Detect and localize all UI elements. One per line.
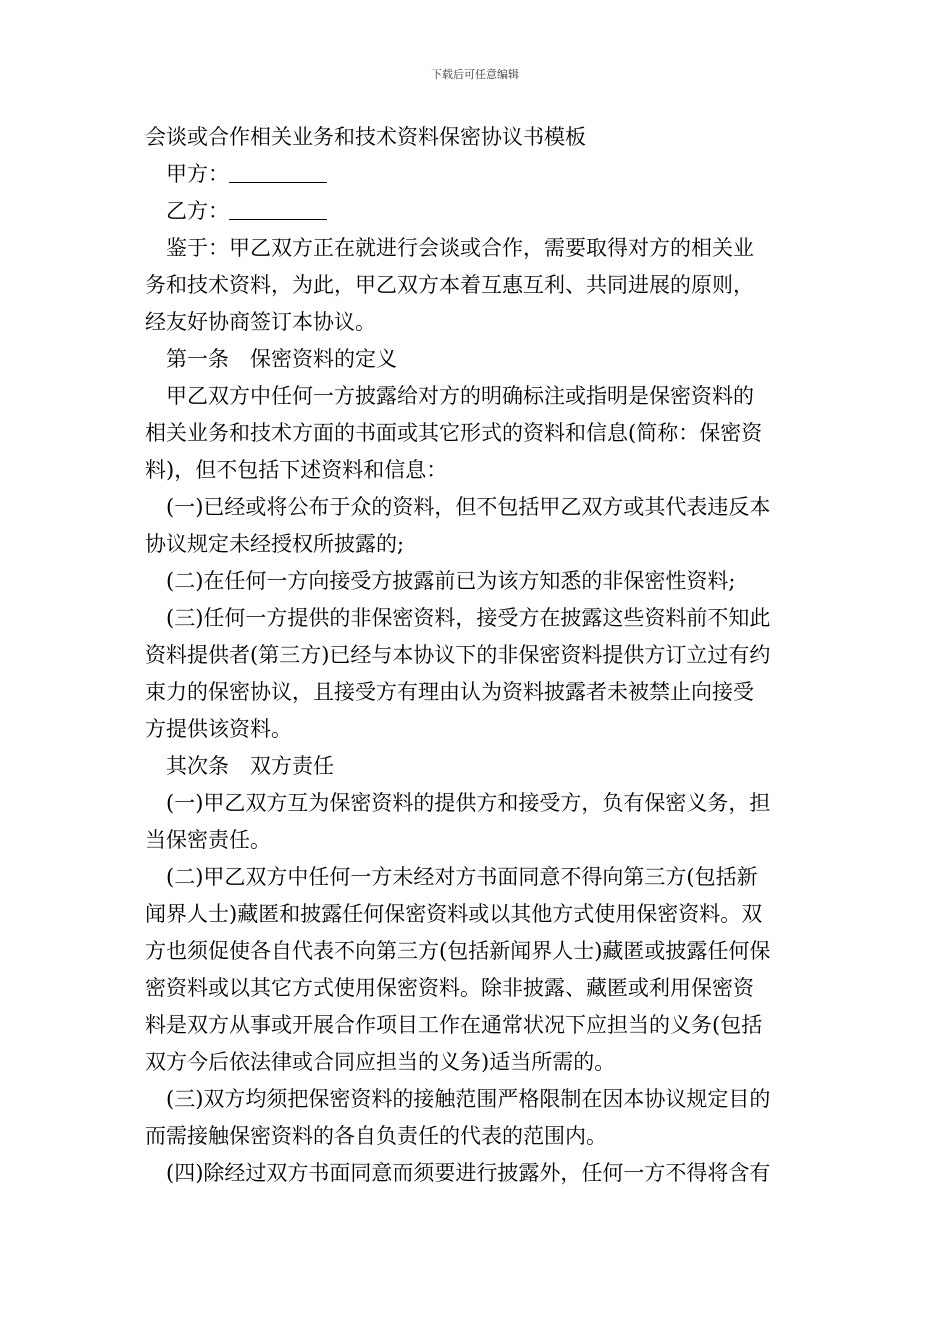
paragraph	[145, 230, 807, 341]
paragraphs	[145, 230, 807, 1192]
party-b-blank	[229, 197, 327, 220]
paragraph-line: (三)双方均须把保密资料的接触范围严格限制在因本协议规定目的	[166, 1087, 771, 1111]
paragraph	[145, 1081, 807, 1155]
paragraph-line: 料是双方从事或开展合作项目工作在通常状况下应担当的义务(包括	[145, 1013, 763, 1037]
paragraph-line: 务和技术资料，为此，甲乙双方本着互惠互利、共同进展的原则，	[145, 273, 754, 297]
paragraph-line: 资料提供者(第三方)已经与本协议下的非保密资料提供方订立过有约	[145, 643, 771, 667]
paragraph-line: 料)，但不包括下述资料和信息：	[145, 458, 448, 482]
paragraph-line: 鉴于：甲乙双方正在就进行会谈或合作，需要取得对方的相关业	[166, 236, 754, 260]
paragraph-line: 闻界人士)藏匿和披露任何保密资料或以其他方式使用保密资料。双	[145, 902, 763, 926]
paragraph-line: (四)除经过双方书面同意而须要进行披露外，任何一方不得将含有	[166, 1161, 771, 1185]
paragraph	[145, 600, 807, 748]
party-b-line	[145, 193, 807, 230]
paragraph-line: 方也须促使各自代表不向第三方(包括新闻界人士)藏匿或披露任何保	[145, 939, 771, 963]
paragraph	[145, 748, 807, 785]
paragraph-line: 密资料或以其它方式使用保密资料。除非披露、藏匿或利用保密资	[145, 976, 754, 1000]
document-title: 会谈或合作相关业务和技术资料保密协议书模板	[145, 125, 586, 149]
party-a-label: 甲方：	[166, 162, 229, 186]
paragraph	[145, 1155, 807, 1192]
party-a-line	[145, 156, 807, 193]
header-note: 下载后可任意编辑	[431, 68, 519, 81]
paragraph	[145, 785, 807, 859]
paragraph-line: 而需接触保密资料的各自负责任的代表的范围内。	[145, 1124, 607, 1148]
paragraph	[145, 489, 807, 563]
paragraph-line: (三)任何一方提供的非保密资料，接受方在披露这些资料前不知此	[166, 606, 771, 630]
paragraph-line: 其次条 双方责任	[166, 754, 334, 778]
party-b-label: 乙方：	[166, 199, 229, 223]
paragraph	[145, 341, 807, 378]
paragraph	[145, 378, 807, 489]
paragraph-line: 当保密责任。	[145, 828, 271, 852]
paragraph-line: (一)已经或将公布于众的资料，但不包括甲乙双方或其代表违反本	[166, 495, 771, 519]
paragraph-line: (一)甲乙双方互为保密资料的提供方和接受方，负有保密义务，担	[166, 791, 771, 815]
paragraph	[145, 859, 807, 1081]
paragraph-line: 束力的保密协议，且接受方有理由认为资料披露者未被禁止向接受	[145, 680, 754, 704]
paragraph	[145, 563, 807, 600]
paragraph-line: (二)在任何一方向接受方披露前已为该方知悉的非保密性资料;	[166, 569, 736, 593]
document-body	[145, 119, 807, 1192]
paragraph-line: 方提供该资料。	[145, 717, 292, 741]
party-a-blank	[229, 160, 327, 183]
paragraph-line: 经友好协商签订本协议。	[145, 310, 376, 334]
paragraph-line: 第一条 保密资料的定义	[166, 347, 397, 371]
paragraph-line: 甲乙双方中任何一方披露给对方的明确标注或指明是保密资料的	[166, 384, 754, 408]
paragraph-line: 双方今后依法律或合同应担当的义务)适当所需的。	[145, 1050, 616, 1074]
paragraph-line: (二)甲乙双方中任何一方未经对方书面同意不得向第三方(包括新	[166, 865, 758, 889]
paragraph-line: 协议规定未经授权所披露的;	[145, 532, 405, 556]
paragraph-line: 相关业务和技术方面的书面或其它形式的资料和信息(简称：保密资	[145, 421, 763, 445]
